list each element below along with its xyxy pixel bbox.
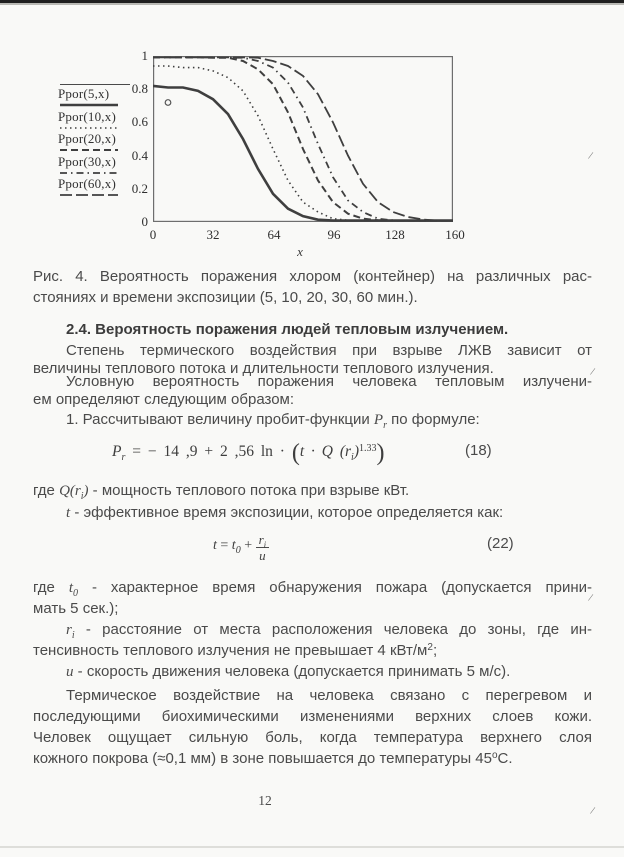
math-sub: i (351, 452, 354, 463)
body-line: ем определяют следующим образом: (33, 391, 295, 408)
list-item-text: 1. Рассчитывают величину пробит-функции (66, 411, 374, 428)
superscript: о (491, 750, 498, 761)
superscript: 2 (427, 642, 433, 653)
where-text: тенсивность теплового излучения не превышает 4 кВт/м (33, 642, 428, 659)
body-line (66, 662, 510, 682)
formula-operator-text: = − 14 ,9 + 2 ,56 ln · (125, 443, 292, 460)
math-var: ) (353, 443, 359, 460)
where-text: - эффективное время экспозиции, которое определяется как: (70, 504, 504, 521)
where-text: - мощность теплового потока при взрыве кВт. (88, 482, 410, 499)
body-line (66, 410, 480, 430)
series-line (153, 57, 453, 220)
math-var: Q(r (59, 483, 81, 499)
equation-number: (18) (465, 442, 492, 459)
body-text: С. (497, 750, 513, 767)
formula-operator-text: + (240, 538, 256, 553)
plot-border (154, 57, 453, 222)
scan-artifact-mark: / (589, 804, 596, 818)
where-text: где (33, 482, 60, 499)
big-paren: ( (291, 440, 300, 466)
figure-caption-line: Рис. 4. Вероятность поражения хлором (контейнер) на различных рас- (33, 268, 592, 285)
body-line (33, 481, 409, 501)
body-line: Условную вероятность поражения человека тепловым излучени- (66, 373, 592, 390)
y-tick-label: 0.8 (131, 81, 148, 96)
math-sub: r (121, 452, 126, 463)
math-sub: i (263, 540, 267, 550)
where-text: ; (432, 642, 438, 659)
scan-edge-bottom (0, 846, 624, 848)
plot-area (153, 56, 453, 222)
body-line (66, 503, 503, 523)
formula-operator-text: = (216, 538, 232, 553)
math-sub: i (80, 491, 84, 502)
page-number: 12 (258, 793, 272, 808)
data-point-marker (165, 100, 171, 106)
math-sub: 0 (73, 588, 79, 599)
scan-artifact-mark: / (589, 365, 596, 379)
figure-caption-line: стояниях и времени экспозиции (5, 10, 20, 30, 60 мин.). (33, 289, 418, 306)
legend-label: Ppor(60,x) (58, 176, 116, 191)
math-var: r (66, 622, 72, 638)
body-text: кожного покрова (≈0,1 мм) в зоне повышается до температуры 45 (33, 750, 492, 767)
formula-22 (0, 533, 624, 562)
math-var: t (68, 580, 74, 596)
body-line: мать 5 сек.); (33, 600, 119, 617)
math-sub: 0 (235, 545, 241, 556)
where-text: - расстояние от места расположения человека до зоны, где ин- (74, 621, 592, 638)
math-var: t (231, 538, 236, 553)
y-tick-label: 0 (141, 214, 148, 229)
y-tick-label: 0.2 (131, 181, 148, 196)
math-var: t (66, 505, 71, 521)
math-var: t (213, 538, 217, 553)
where-text: - характерное время обнаружения пожара (допускается прини- (78, 579, 592, 596)
scan-artifact-mark: / (587, 591, 594, 605)
where-text: где (33, 579, 69, 596)
chart-canvas (153, 56, 453, 222)
where-text: - скорость движения человека (допускается принимать 5 м/с). (73, 663, 511, 680)
math-var: t · Q (r (299, 443, 352, 460)
fraction (256, 533, 270, 562)
math-var: ) (83, 483, 89, 499)
figure-4-chart (0, 48, 624, 266)
x-tick-label: 96 (327, 227, 341, 242)
math-exponent: 1.33 (358, 443, 377, 454)
x-tick-label: 128 (385, 227, 405, 242)
legend-label: Ppor(10,x) (58, 108, 116, 124)
x-tick-label: 64 (267, 227, 281, 242)
scan-edge-top-shadow (0, 3, 624, 5)
math-var: r (258, 532, 264, 547)
math-var: u (66, 664, 74, 680)
body-line: величины теплового потока и длительности теплового излучения. (33, 360, 494, 377)
y-tick-label: 1 (141, 48, 148, 63)
legend-line-sample (58, 101, 120, 109)
body-line: последующими биохимическими изменениями верхних слоев кожи. (33, 708, 592, 725)
big-paren: ) (376, 440, 385, 466)
formula-18 (0, 440, 624, 467)
math-sub: i (71, 630, 75, 641)
list-item-text: по формуле: (386, 411, 480, 428)
section-heading: 2.4. Вероятность поражения людей тепловым излучением. (66, 321, 509, 338)
legend-label: Ppor(20,x) (58, 131, 116, 146)
equation-number: (22) (487, 535, 514, 552)
x-tick-label: 32 (206, 227, 220, 242)
body-line: Человек ощущает сильную боль, когда температура верхнего слоя (33, 729, 592, 746)
scan-artifact-mark: / (587, 149, 594, 163)
series-line (153, 57, 453, 220)
y-tick-label: 0.4 (131, 148, 148, 163)
math-var: P (112, 443, 122, 460)
body-line: Термическое воздействие на человека связано с перегревом и (66, 687, 592, 704)
math-var: u (259, 548, 266, 563)
series-line (153, 57, 453, 220)
x-tick-label: 160 (445, 227, 465, 242)
math-sub: r (383, 420, 387, 431)
body-line (33, 749, 513, 768)
x-axis-label: x (297, 244, 303, 259)
legend-label: Ppor(30,x) (58, 153, 116, 169)
body-line (33, 578, 592, 598)
body-line (66, 620, 592, 640)
body-line (33, 641, 437, 660)
body-line: Степень термического воздействия при взрыве ЛЖВ зависит от (66, 342, 592, 359)
y-tick-label: 0.6 (131, 114, 148, 129)
legend-label: Ppor(5,x) (58, 86, 110, 101)
math-var: P (373, 412, 384, 428)
x-tick-label: 0 (149, 227, 157, 242)
series-line (153, 66, 453, 221)
